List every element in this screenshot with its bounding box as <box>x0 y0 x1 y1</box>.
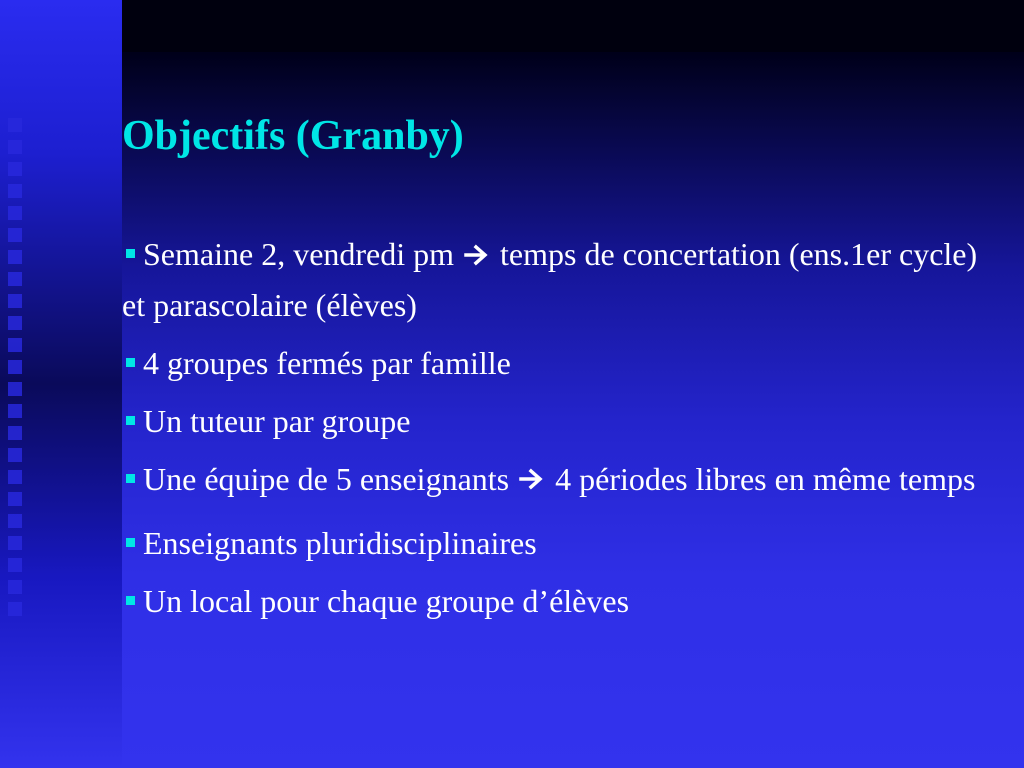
bullet-item <box>122 579 1002 623</box>
bullet-item <box>122 399 1002 443</box>
decorative-square <box>8 184 22 198</box>
square-bullet-icon <box>126 474 135 483</box>
decorative-square <box>8 426 22 440</box>
right-arrow-icon <box>519 457 545 501</box>
bullet-item <box>122 341 1002 385</box>
decorative-square <box>8 250 22 264</box>
left-decorative-strip <box>0 0 122 768</box>
decorative-square <box>8 162 22 176</box>
decorative-square <box>8 602 22 616</box>
bullet-text: 4 groupes fermés par famille <box>143 344 511 381</box>
bullet-item <box>122 457 1002 508</box>
top-dark-band <box>122 0 1024 52</box>
decorative-square <box>8 206 22 220</box>
square-bullet-icon <box>126 358 135 367</box>
decorative-square <box>8 580 22 594</box>
decorative-square <box>8 272 22 286</box>
decorative-square <box>8 558 22 572</box>
decorative-square <box>8 492 22 506</box>
decorative-square <box>8 316 22 330</box>
decorative-square <box>8 536 22 550</box>
decorative-square <box>8 140 22 154</box>
decorative-square <box>8 514 22 528</box>
decorative-square <box>8 294 22 308</box>
square-bullet-icon <box>126 416 135 425</box>
bullet-list <box>122 232 1002 637</box>
bullet-text-continuation: 4 périodes libres en même temps <box>555 460 976 497</box>
square-bullet-icon <box>126 249 135 258</box>
bullet-text-continuation: temps de concertation (ens.1er cycle) et parascolaire (élèves) <box>122 236 978 323</box>
bullet-text: Un local pour chaque groupe d’élèves <box>143 583 630 620</box>
bullet-text: Un tuteur par groupe <box>143 402 411 439</box>
decorative-square <box>8 470 22 484</box>
decorative-square <box>8 360 22 374</box>
bullet-text: Enseignants pluridisciplinaires <box>143 525 537 562</box>
decorative-square <box>8 118 22 132</box>
bullet-text: Une équipe de 5 enseignants <box>143 460 510 497</box>
decorative-square <box>8 448 22 462</box>
bullet-item <box>122 232 1002 327</box>
square-bullet-icon <box>126 596 135 605</box>
decorative-square <box>8 338 22 352</box>
decorative-square <box>8 404 22 418</box>
slide-title: Objectifs (Granby) <box>122 113 464 159</box>
decorative-square <box>8 228 22 242</box>
right-arrow-icon <box>464 233 490 277</box>
decorative-square <box>8 382 22 396</box>
bullet-text: Semaine 2, vendredi pm <box>143 236 455 272</box>
bullet-item <box>122 521 1002 565</box>
square-bullet-icon <box>126 538 135 547</box>
decorative-squares <box>8 118 30 616</box>
